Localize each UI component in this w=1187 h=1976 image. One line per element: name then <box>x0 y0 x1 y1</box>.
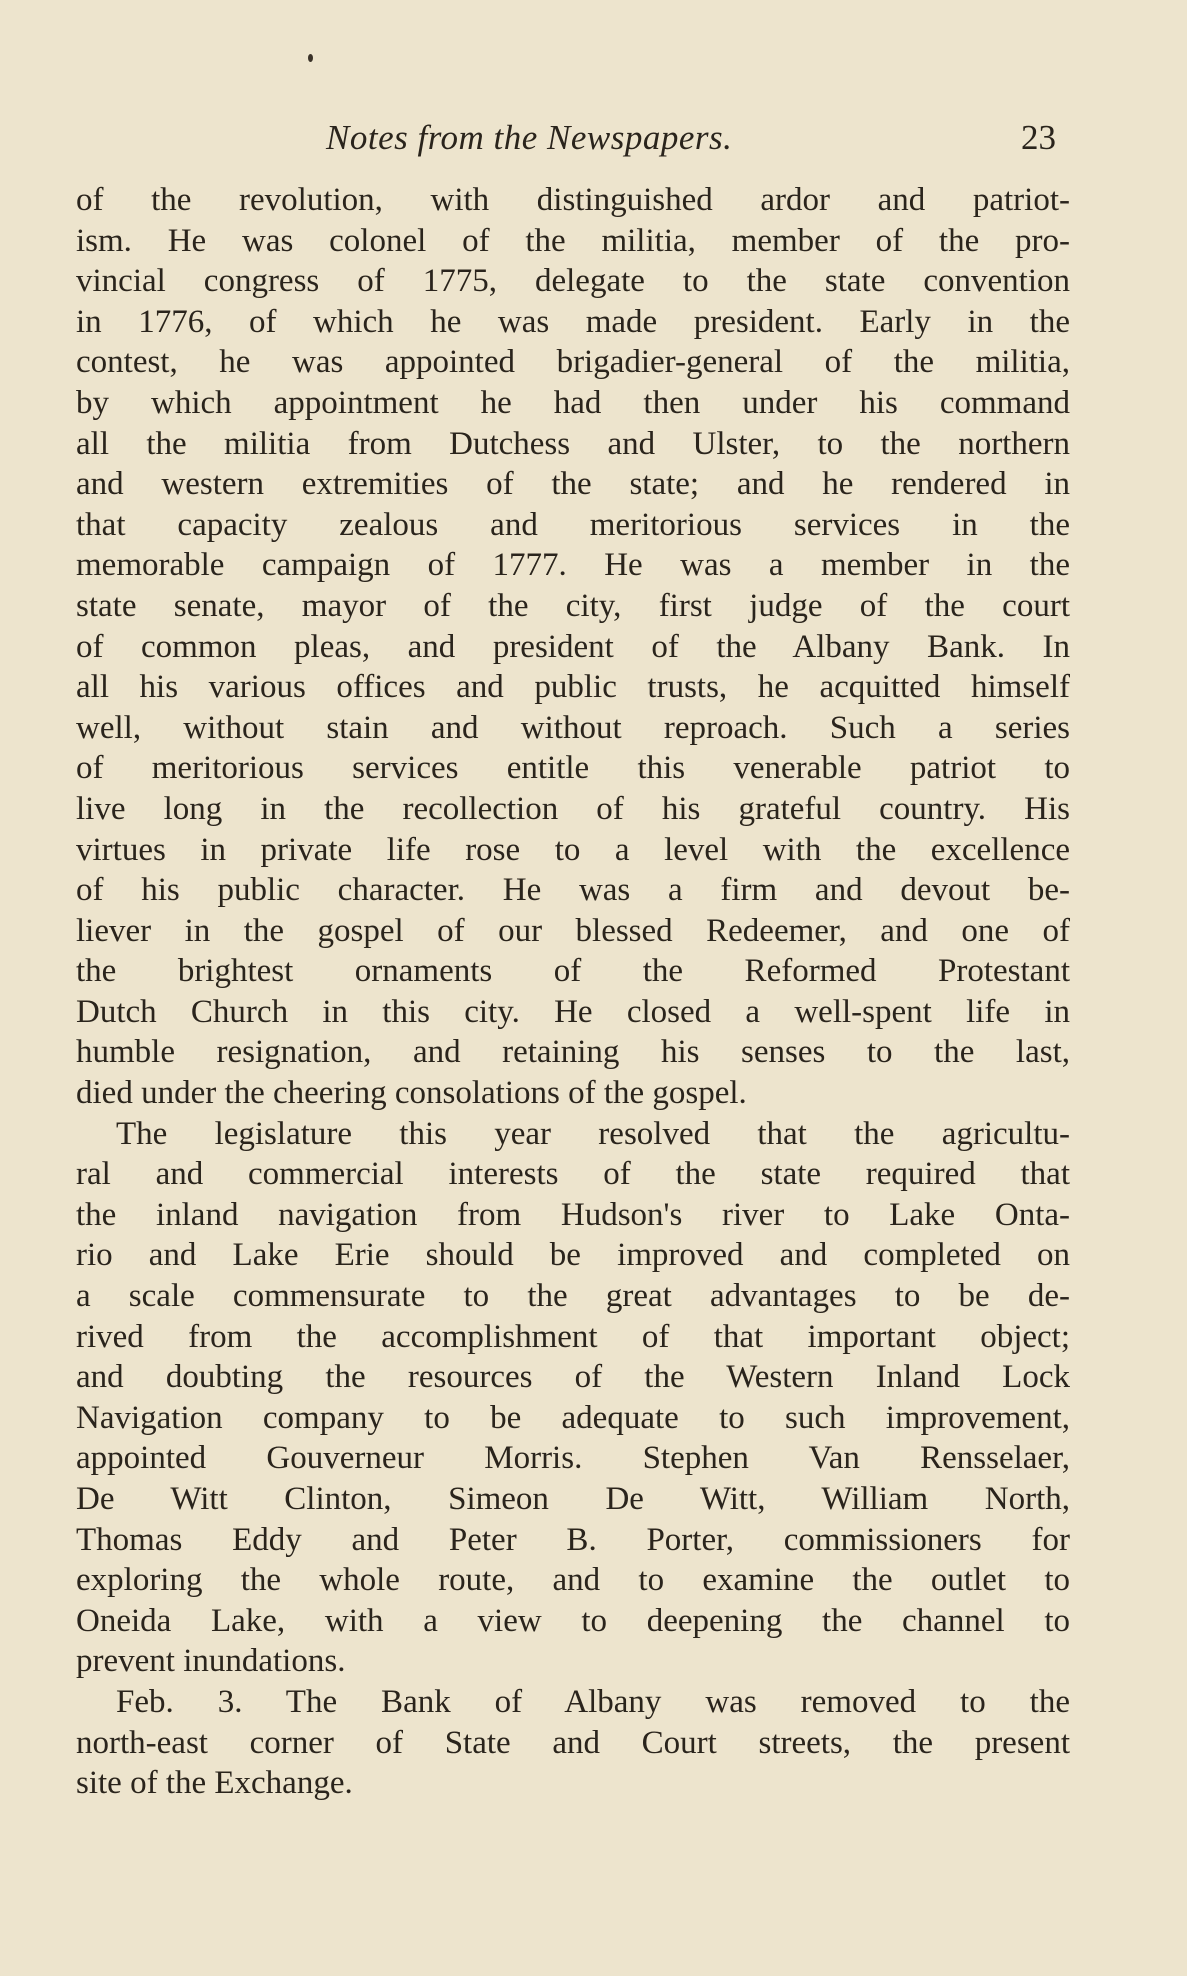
text-line: ral and commercial interests of the state required that <box>76 1156 1070 1193</box>
paragraph-end-line: died under the cheering consolations of the gospel. <box>76 1075 747 1112</box>
text-line: De Witt Clinton, Simeon De Witt, William North, <box>76 1481 1070 1517</box>
text-line: ism. He was colonel of the militia, member of the pro- <box>76 222 1070 259</box>
ink-speck <box>308 54 313 62</box>
text-line: north-east corner of State and Court streets, the present <box>76 1724 1070 1761</box>
text-line: state senate, mayor of the city, first judge of the court <box>76 587 1070 624</box>
page-number: 23 <box>1021 118 1056 157</box>
text-line: of common pleas, and president of the Albany Bank. In <box>76 628 1070 665</box>
text-line: memorable campaign of 1777. He was a member in the <box>76 547 1070 584</box>
text-line: a scale commensurate to the great advantages to be de- <box>76 1278 1070 1315</box>
text-line: Oneida Lake, with a view to deepening the channel to <box>76 1602 1070 1639</box>
text-line: humble resignation, and retaining his senses to the last, <box>76 1034 1070 1071</box>
text-line: rio and Lake Erie should be improved and completed on <box>76 1237 1070 1274</box>
text-line: Navigation company to be adequate to such improvement, <box>76 1399 1070 1436</box>
text-line: appointed Gouverneur Morris. Stephen Van Rensselaer, <box>76 1440 1070 1477</box>
text-line: all the militia from Dutchess and Ulster, to the northern <box>76 425 1070 462</box>
text-line: well, without stain and without reproach. Such a series <box>76 709 1070 746</box>
text-line: that capacity zealous and meritorious services in the <box>76 506 1070 543</box>
body-text <box>76 180 1070 1804</box>
text-line: Dutch Church in this city. He closed a well-spent life in <box>76 993 1070 1030</box>
text-line: by which appointment he had then under his command <box>76 384 1070 421</box>
paragraph-end-line: site of the Exchange. <box>76 1765 353 1802</box>
text-line: of his public character. He was a firm and devout be- <box>76 872 1070 909</box>
text-line: rived from the accomplishment of that important object; <box>76 1318 1070 1355</box>
text-line: exploring the whole route, and to examine the outlet to <box>76 1562 1070 1599</box>
paragraph-end-line: prevent inundations. <box>76 1643 346 1680</box>
running-title: Notes from the Newspapers. <box>326 118 733 157</box>
text-line: of the revolution, with distinguished ardor and patriot- <box>76 182 1070 218</box>
text-line: all his various offices and public trusts, he acquitted himself <box>76 669 1070 706</box>
text-line: in 1776, of which he was made president. Early in the <box>76 303 1070 340</box>
text-line: contest, he was appointed brigadier-general of the militia, <box>76 344 1070 381</box>
paragraph-start-line: The legislature this year resolved that the agricultu- <box>116 1115 1070 1152</box>
text-line: live long in the recollection of his grateful country. His <box>76 790 1070 827</box>
text-line: vincial congress of 1775, delegate to the state convention <box>76 263 1070 300</box>
text-line: virtues in private life rose to a level with the excellence <box>76 831 1070 868</box>
text-line: the inland navigation from Hudson's river to Lake Onta- <box>76 1196 1070 1233</box>
text-line: the brightest ornaments of the Reformed Protestant <box>76 953 1070 990</box>
text-line: and western extremities of the state; and he rendered in <box>76 466 1070 503</box>
running-head <box>76 118 1056 162</box>
text-line: liever in the gospel of our blessed Redeemer, and one of <box>76 912 1070 949</box>
text-line: of meritorious services entitle this venerable patriot to <box>76 750 1070 787</box>
text-line: Thomas Eddy and Peter B. Porter, commissioners for <box>76 1521 1070 1558</box>
paragraph-start-line: Feb. 3. The Bank of Albany was removed to the <box>116 1683 1070 1720</box>
text-line: and doubting the resources of the Western Inland Lock <box>76 1359 1070 1396</box>
